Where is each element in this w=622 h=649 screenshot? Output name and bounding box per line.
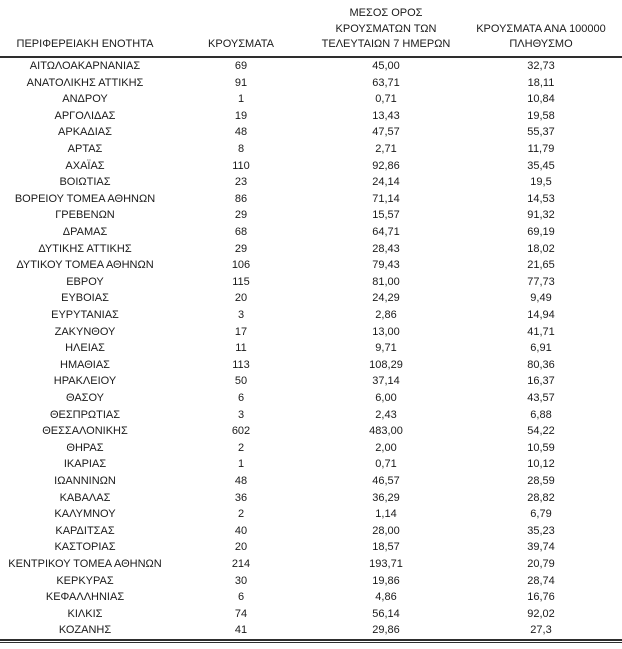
region-cell: ΚΕΡΚΥΡΑΣ (56, 574, 114, 587)
avg7-cell: 2,43 (375, 408, 397, 421)
per100k-cell: 43,57 (527, 391, 555, 404)
per100k-cell: 18,02 (527, 242, 555, 255)
avg7-cell: 2,00 (375, 441, 397, 454)
avg7-cell: 28,43 (372, 242, 400, 255)
region-cell: ΑΡΚΑΔΙΑΣ (58, 126, 112, 139)
table-row (0, 158, 622, 175)
avg7-cell: 36,29 (372, 491, 400, 504)
table-row (0, 274, 622, 291)
table-row (0, 556, 622, 573)
region-cell: ΑΡΓΟΛΙΔΑΣ (54, 109, 116, 122)
per100k-cell: 54,22 (527, 425, 555, 438)
avg7-cell: 64,71 (372, 226, 400, 239)
header-region-label: ΠΕΡΙΦΕΡΕΙΑΚΗ ΕΝΟΤΗΤΑ (16, 38, 154, 51)
per100k-cell: 19,5 (530, 176, 552, 189)
cases-cell: 1 (237, 458, 245, 471)
table-row (0, 141, 622, 158)
region-cell: ΚΙΛΚΙΣ (67, 607, 103, 620)
avg7-cell: 193,71 (369, 557, 403, 570)
header-avg7 (312, 0, 460, 57)
cases-cell: 74 (234, 607, 248, 620)
region-cell: ΚΑΡΔΙΤΣΑΣ (55, 524, 115, 537)
cases-cell: 3 (237, 408, 245, 421)
cases-cell: 115 (232, 275, 250, 288)
cases-cell: 69 (234, 60, 248, 73)
avg7-cell: 2,71 (375, 143, 397, 156)
header-avg7-line: ΜΕΣΟΣ ΟΡΟΣ (349, 7, 423, 19)
cases-cell: 50 (234, 375, 248, 388)
avg7-cell: 24,29 (372, 292, 400, 305)
region-cell: ΙΩΑΝΝΙΝΩΝ (54, 474, 116, 487)
cases-cell: 19 (234, 109, 248, 122)
table-row (0, 191, 622, 208)
region-cell: ΚΑΒΑΛΑΣ (59, 491, 111, 504)
cases-cell: 36 (234, 491, 248, 504)
table-row (0, 622, 622, 639)
table-body (0, 57, 622, 639)
region-cell: ΙΚΑΡΙΑΣ (63, 458, 107, 471)
cases-cell: 1 (237, 93, 245, 106)
table-row (0, 257, 622, 274)
per100k-cell: 32,73 (527, 60, 555, 73)
avg7-cell: 6,00 (375, 391, 397, 404)
region-cell: ΒΟΙΩΤΙΑΣ (59, 176, 111, 189)
region-cell: ΗΡΑΚΛΕΙΟΥ (53, 375, 117, 388)
per100k-cell: 10,59 (527, 441, 555, 454)
cases-cell: 2 (237, 508, 245, 521)
per100k-cell: 6,79 (530, 508, 552, 521)
cases-cell: 23 (234, 176, 248, 189)
table-row (0, 573, 622, 590)
table-row (0, 523, 622, 540)
cases-cell: 110 (232, 159, 250, 172)
avg7-cell: 92,86 (372, 159, 400, 172)
table-row (0, 539, 622, 556)
table-row (0, 373, 622, 390)
header-per100k-line: ΠΛΗΘΥΣΜΟ (509, 38, 573, 51)
per100k-cell: 21,65 (527, 259, 555, 272)
per100k-cell: 16,37 (527, 375, 555, 388)
avg7-cell: 108,29 (369, 358, 403, 371)
avg7-cell: 29,86 (372, 624, 400, 637)
table-bottom-border-inner (0, 642, 622, 643)
avg7-cell: 45,00 (372, 60, 400, 73)
per100k-cell: 27,3 (530, 624, 552, 637)
per100k-cell: 35,23 (527, 524, 555, 537)
table-row (0, 490, 622, 507)
cases-cell: 91 (234, 76, 248, 89)
table-header (0, 0, 622, 57)
header-per100k-line: ΚΡΟΥΣΜΑΤΑ ΑΝΑ 100000 (476, 22, 606, 35)
per100k-cell: 20,79 (527, 557, 555, 570)
table-row (0, 91, 622, 108)
table-row (0, 224, 622, 241)
region-cell: ΘΑΣΟΥ (65, 391, 105, 404)
region-cell: ΗΜΑΘΙΑΣ (60, 358, 110, 371)
region-cell: ΑΙΤΩΛΟΑΚΑΡΝΑΝΙΑΣ (29, 60, 141, 73)
per100k-cell: 16,76 (527, 591, 555, 604)
cases-cell: 48 (234, 474, 248, 487)
per100k-cell: 35,45 (527, 159, 555, 172)
avg7-cell: 0,71 (375, 458, 397, 471)
table-row (0, 57, 622, 75)
cases-cell: 602 (231, 425, 251, 438)
per100k-cell: 69,19 (527, 226, 555, 239)
per100k-cell: 6,91 (530, 342, 552, 355)
cases-cell: 29 (234, 209, 248, 222)
table-row (0, 506, 622, 523)
region-cell: ΓΡΕΒΕΝΩΝ (55, 209, 115, 222)
cases-cell: 214 (231, 557, 251, 570)
avg7-cell: 18,57 (372, 541, 400, 554)
region-cell: ΚΑΣΤΟΡΙΑΣ (54, 541, 116, 554)
region-cell: ΚΕΝΤΡΙΚΟΥ ΤΟΜΕΑ ΑΘΗΝΩΝ (8, 557, 162, 570)
header-avg7-line: ΚΡΟΥΣΜΑΤΩΝ ΤΩΝ (335, 22, 437, 35)
table-row (0, 340, 622, 357)
table-row (0, 440, 622, 457)
table-row (0, 207, 622, 224)
region-cell: ΘΕΣΣΑΛΟΝΙΚΗΣ (42, 425, 128, 438)
per100k-cell: 9,49 (530, 292, 552, 305)
cases-cell: 113 (232, 358, 250, 371)
avg7-cell: 483,00 (369, 425, 403, 438)
region-cell: ΔΥΤΙΚΟΥ ΤΟΜΕΑ ΑΘΗΝΩΝ (16, 259, 154, 272)
region-cell: ΑΝΔΡΟΥ (62, 93, 108, 106)
region-cell: ΘΗΡΑΣ (66, 441, 104, 454)
region-cell: ΚΟΖΑΝΗΣ (58, 624, 112, 637)
table-row (0, 108, 622, 125)
region-cell: ΔΡΑΜΑΣ (62, 226, 108, 239)
region-cell: ΕΒΡΟΥ (66, 275, 104, 288)
cases-cell: 40 (234, 524, 248, 537)
avg7-cell: 2,86 (375, 309, 397, 322)
avg7-cell: 15,57 (372, 209, 400, 222)
per100k-cell: 6,88 (530, 408, 552, 421)
avg7-cell: 4,86 (375, 591, 397, 604)
cases-cell: 17 (234, 325, 248, 338)
header-cases (170, 0, 312, 57)
header-row (0, 0, 622, 57)
cases-cell: 6 (237, 391, 245, 404)
region-cell: ΔΥΤΙΚΗΣ ΑΤΤΙΚΗΣ (38, 242, 132, 255)
region-cell: ΒΟΡΕΙΟΥ ΤΟΜΕΑ ΑΘΗΝΩΝ (14, 192, 156, 205)
cases-cell: 48 (234, 126, 248, 139)
avg7-cell: 47,57 (372, 126, 400, 139)
per100k-cell: 10,12 (527, 458, 555, 471)
header-region (0, 0, 170, 57)
per100k-cell: 55,37 (527, 126, 555, 139)
table-row (0, 241, 622, 258)
region-cell: ΕΥΡΥΤΑΝΙΑΣ (51, 309, 119, 322)
avg7-cell: 56,14 (372, 607, 400, 620)
avg7-cell: 28,00 (372, 524, 400, 537)
avg7-cell: 71,14 (372, 192, 400, 205)
per100k-cell: 14,53 (527, 192, 555, 205)
cases-cell: 20 (234, 541, 248, 554)
region-cell: ΚΕΦΑΛΛΗΝΙΑΣ (45, 591, 125, 604)
per100k-cell: 19,58 (527, 109, 555, 122)
cases-cell: 68 (234, 226, 248, 239)
per100k-cell: 11,79 (527, 143, 555, 156)
per100k-cell: 18,11 (527, 76, 555, 89)
table-row (0, 456, 622, 473)
cases-cell: 86 (234, 192, 248, 205)
avg7-cell: 0,71 (375, 93, 397, 106)
per100k-cell: 39,74 (527, 541, 555, 554)
region-cell: ΖΑΚΥΝΘΟΥ (54, 325, 116, 338)
per100k-cell: 28,82 (527, 491, 555, 504)
avg7-cell: 63,71 (372, 76, 400, 89)
table-row (0, 324, 622, 341)
table-row (0, 407, 622, 424)
region-cell: ΕΥΒΟΙΑΣ (61, 292, 109, 305)
table-row (0, 357, 622, 374)
table-row (0, 390, 622, 407)
avg7-cell: 9,71 (375, 342, 397, 355)
per100k-cell: 28,74 (527, 574, 555, 587)
cases-cell: 29 (234, 242, 248, 255)
per100k-cell: 77,73 (527, 275, 555, 288)
per100k-cell: 10,84 (527, 93, 555, 106)
region-cell: ΘΕΣΠΡΩΤΙΑΣ (49, 408, 121, 421)
region-cell: ΑΧΑΪΑΣ (65, 159, 105, 172)
region-cell: ΑΡΤΑΣ (67, 143, 103, 156)
table-row (0, 423, 622, 440)
cases-cell: 2 (237, 441, 245, 454)
table-row (0, 473, 622, 490)
avg7-cell: 81,00 (372, 275, 400, 288)
header-avg7-line: ΤΕΛΕΥΤΑΙΩΝ 7 ΗΜΕΡΩΝ (321, 38, 451, 51)
header-per100k (460, 0, 622, 57)
per100k-cell: 14,94 (527, 309, 555, 322)
cases-cell: 20 (234, 292, 248, 305)
header-cases-label: ΚΡΟΥΣΜΑΤΑ (208, 38, 274, 51)
avg7-cell: 79,43 (372, 259, 400, 272)
avg7-cell: 37,14 (372, 375, 400, 388)
table-row (0, 307, 622, 324)
cases-cell: 30 (234, 574, 248, 587)
per100k-cell: 80,36 (527, 358, 555, 371)
table-row (0, 124, 622, 141)
region-cell: ΚΑΛΥΜΝΟΥ (54, 508, 116, 521)
avg7-cell: 19,86 (372, 574, 400, 587)
table-row (0, 75, 622, 92)
per100k-cell: 41,71 (527, 325, 555, 338)
table-row (0, 589, 622, 606)
cases-cell: 106 (231, 259, 251, 272)
table-row (0, 606, 622, 623)
avg7-cell: 13,43 (372, 109, 400, 122)
region-cell: ΗΛΕΙΑΣ (65, 342, 105, 355)
cases-cell: 6 (237, 591, 245, 604)
table-row (0, 290, 622, 307)
per100k-cell: 92,02 (527, 607, 555, 620)
table-bottom-border (0, 639, 622, 643)
per100k-cell: 28,59 (527, 474, 555, 487)
cases-cell: 3 (237, 309, 245, 322)
cases-cell: 41 (234, 624, 248, 637)
per100k-cell: 91,32 (527, 209, 555, 222)
table-row (0, 174, 622, 191)
avg7-cell: 46,57 (372, 474, 400, 487)
cases-cell: 11 (235, 342, 247, 355)
avg7-cell: 24,14 (372, 176, 400, 189)
avg7-cell: 1,14 (375, 508, 397, 521)
cases-cell: 8 (237, 143, 245, 156)
region-cell: ΑΝΑΤΟΛΙΚΗΣ ΑΤΤΙΚΗΣ (26, 76, 144, 89)
avg7-cell: 13,00 (372, 325, 400, 338)
